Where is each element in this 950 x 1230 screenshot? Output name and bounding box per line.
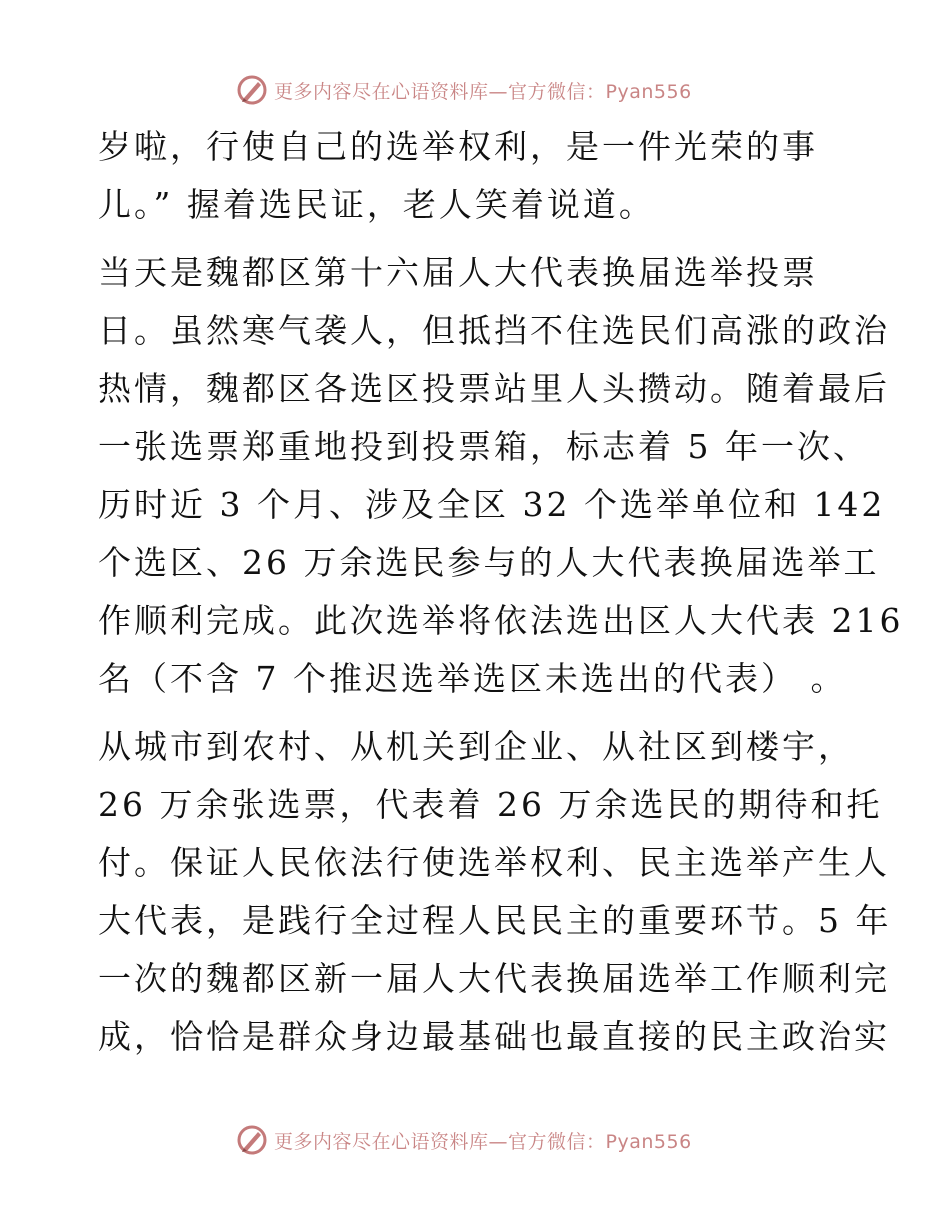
text-line: 儿。” 握着选民证，老人笑着说道。 bbox=[98, 185, 655, 224]
watermark-text: 更多内容尽在心语资料库—官方微信：Pyan556 bbox=[274, 80, 692, 103]
text-line: 个选区、26 万余选民参与的人大代表换届选举工 bbox=[98, 543, 880, 582]
text-line: 从城市到农村、从机关到企业、从社区到楼宇， bbox=[98, 727, 854, 766]
paragraph-3 bbox=[98, 718, 892, 1066]
document-body bbox=[98, 118, 904, 1066]
text-line: 付。保证人民依法行使选举权利、民主选举产生人 bbox=[98, 843, 890, 882]
text-line: 作顺利完成。此次选举将依法选出区人大代表 216 bbox=[98, 601, 904, 640]
text-line: 26 万余张选票，代表着 26 万余选民的期待和托 bbox=[98, 785, 883, 824]
pen-logo-icon bbox=[236, 1124, 268, 1156]
text-line: 成，恰恰是群众身边最基础也最直接的民主政治实 bbox=[98, 1017, 890, 1056]
pen-logo-icon bbox=[236, 74, 268, 106]
footer-watermark bbox=[236, 1122, 692, 1158]
text-line: 当天是魏都区第十六届人大代表换届选举投票 bbox=[98, 253, 818, 292]
text-line: 一张选票郑重地投到投票箱，标志着 5 年一次、 bbox=[98, 427, 869, 466]
text-line: 历时近 3 个月、涉及全区 32 个选举单位和 142 bbox=[98, 485, 886, 524]
text-line: 岁啦，行使自己的选举权利，是一件光荣的事 bbox=[98, 127, 818, 166]
text-line: 一次的魏都区新一届人大代表换届选举工作顺利完 bbox=[98, 959, 890, 998]
text-line: 大代表，是践行全过程人民民主的重要环节。5 年 bbox=[98, 901, 892, 940]
watermark-text: 更多内容尽在心语资料库—官方微信：Pyan556 bbox=[274, 1130, 692, 1153]
paragraph-1 bbox=[98, 118, 858, 234]
text-line: 日。虽然寒气袭人，但抵挡不住选民们高涨的政治 bbox=[98, 311, 890, 350]
paragraph-2 bbox=[98, 244, 904, 708]
header-watermark bbox=[236, 72, 692, 108]
text-line: 热情，魏都区各选区投票站里人头攒动。随着最后 bbox=[98, 369, 890, 408]
text-line: 名（不含 7 个推迟选举选区未选出的代表） 。 bbox=[98, 659, 847, 698]
